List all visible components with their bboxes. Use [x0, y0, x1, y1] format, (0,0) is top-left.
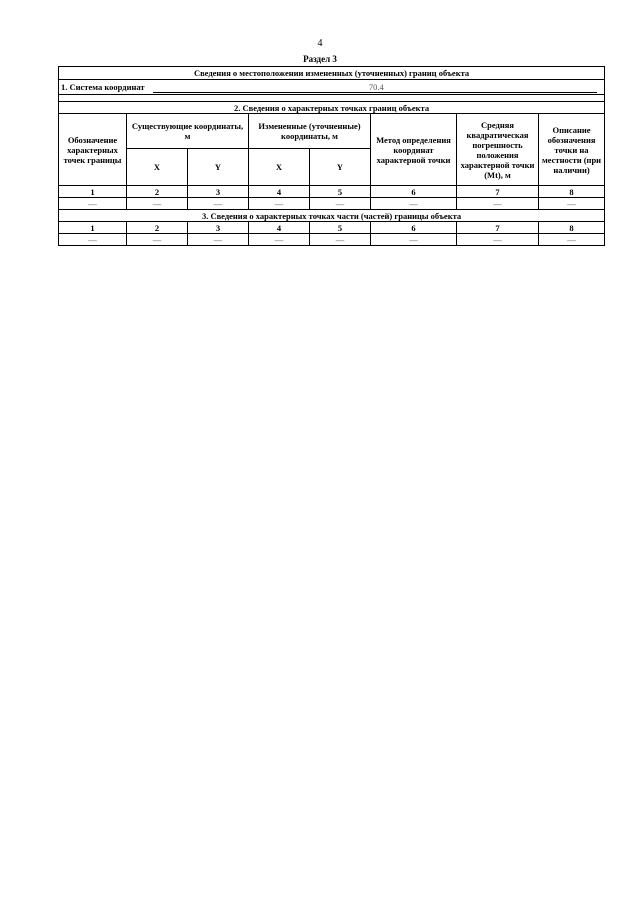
header-description: Описание обозначения точки на местности (при наличии)	[539, 114, 605, 186]
table-cell: —	[249, 198, 310, 210]
header-accuracy: Средняя квадратическая погрешность положения характерной точки (Mt), м	[457, 114, 539, 186]
column-number: 4	[249, 222, 310, 234]
column-number: 6	[371, 222, 457, 234]
column-number: 1	[59, 186, 127, 198]
column-number: 1	[59, 222, 127, 234]
table-cell: —	[457, 234, 539, 246]
header-point-designation: Обозначение характерных точек границы	[59, 114, 127, 186]
table-title: Сведения о местоположении измененных (уточненных) границ объекта	[59, 67, 605, 80]
table-cell: —	[127, 198, 188, 210]
table-row	[59, 198, 605, 210]
coordinate-system-row	[59, 80, 605, 95]
table-cell: —	[249, 234, 310, 246]
part3-title: 3. Сведения о характерных точках части (частей) границы объекта	[59, 210, 605, 222]
header-existing-y: Y	[188, 149, 249, 186]
table-cell: —	[127, 234, 188, 246]
part2-title: 2. Сведения о характерных точках границ объекта	[59, 102, 605, 114]
column-number: 8	[539, 186, 605, 198]
spacer-row	[59, 95, 605, 102]
coordinate-system-label: 1. Система координат	[61, 82, 145, 92]
table-cell: —	[371, 198, 457, 210]
column-number: 2	[127, 186, 188, 198]
coordinate-system-value: 70.4	[153, 82, 598, 93]
column-number: 3	[188, 186, 249, 198]
header-changed-coordinates: Измененные (уточненные) координаты, м	[249, 114, 371, 149]
column-number: 2	[127, 222, 188, 234]
column-numbers-row	[59, 222, 605, 234]
header-changed-x: X	[249, 149, 310, 186]
boundary-table	[58, 66, 605, 246]
table-cell: —	[59, 198, 127, 210]
column-number: 7	[457, 222, 539, 234]
table-cell: —	[371, 234, 457, 246]
column-numbers-row	[59, 186, 605, 198]
header-existing-x: X	[127, 149, 188, 186]
header-existing-coordinates: Существующие координаты, м	[127, 114, 249, 149]
table-cell: —	[539, 234, 605, 246]
column-number: 7	[457, 186, 539, 198]
column-number: 4	[249, 186, 310, 198]
table-cell: —	[457, 198, 539, 210]
column-number: 5	[310, 222, 371, 234]
table-row	[59, 234, 605, 246]
table-cell: —	[188, 234, 249, 246]
column-number: 3	[188, 222, 249, 234]
page-number: 4	[317, 38, 323, 49]
header-changed-y: Y	[310, 149, 371, 186]
section-title: Раздел 3	[303, 54, 337, 64]
column-number: 5	[310, 186, 371, 198]
table-cell: —	[310, 234, 371, 246]
column-number: 8	[539, 222, 605, 234]
table-cell: —	[59, 234, 127, 246]
column-number: 6	[371, 186, 457, 198]
table-cell: —	[188, 198, 249, 210]
header-method: Метод определения координат характерной точки	[371, 114, 457, 186]
table-cell: —	[539, 198, 605, 210]
table-cell: —	[310, 198, 371, 210]
